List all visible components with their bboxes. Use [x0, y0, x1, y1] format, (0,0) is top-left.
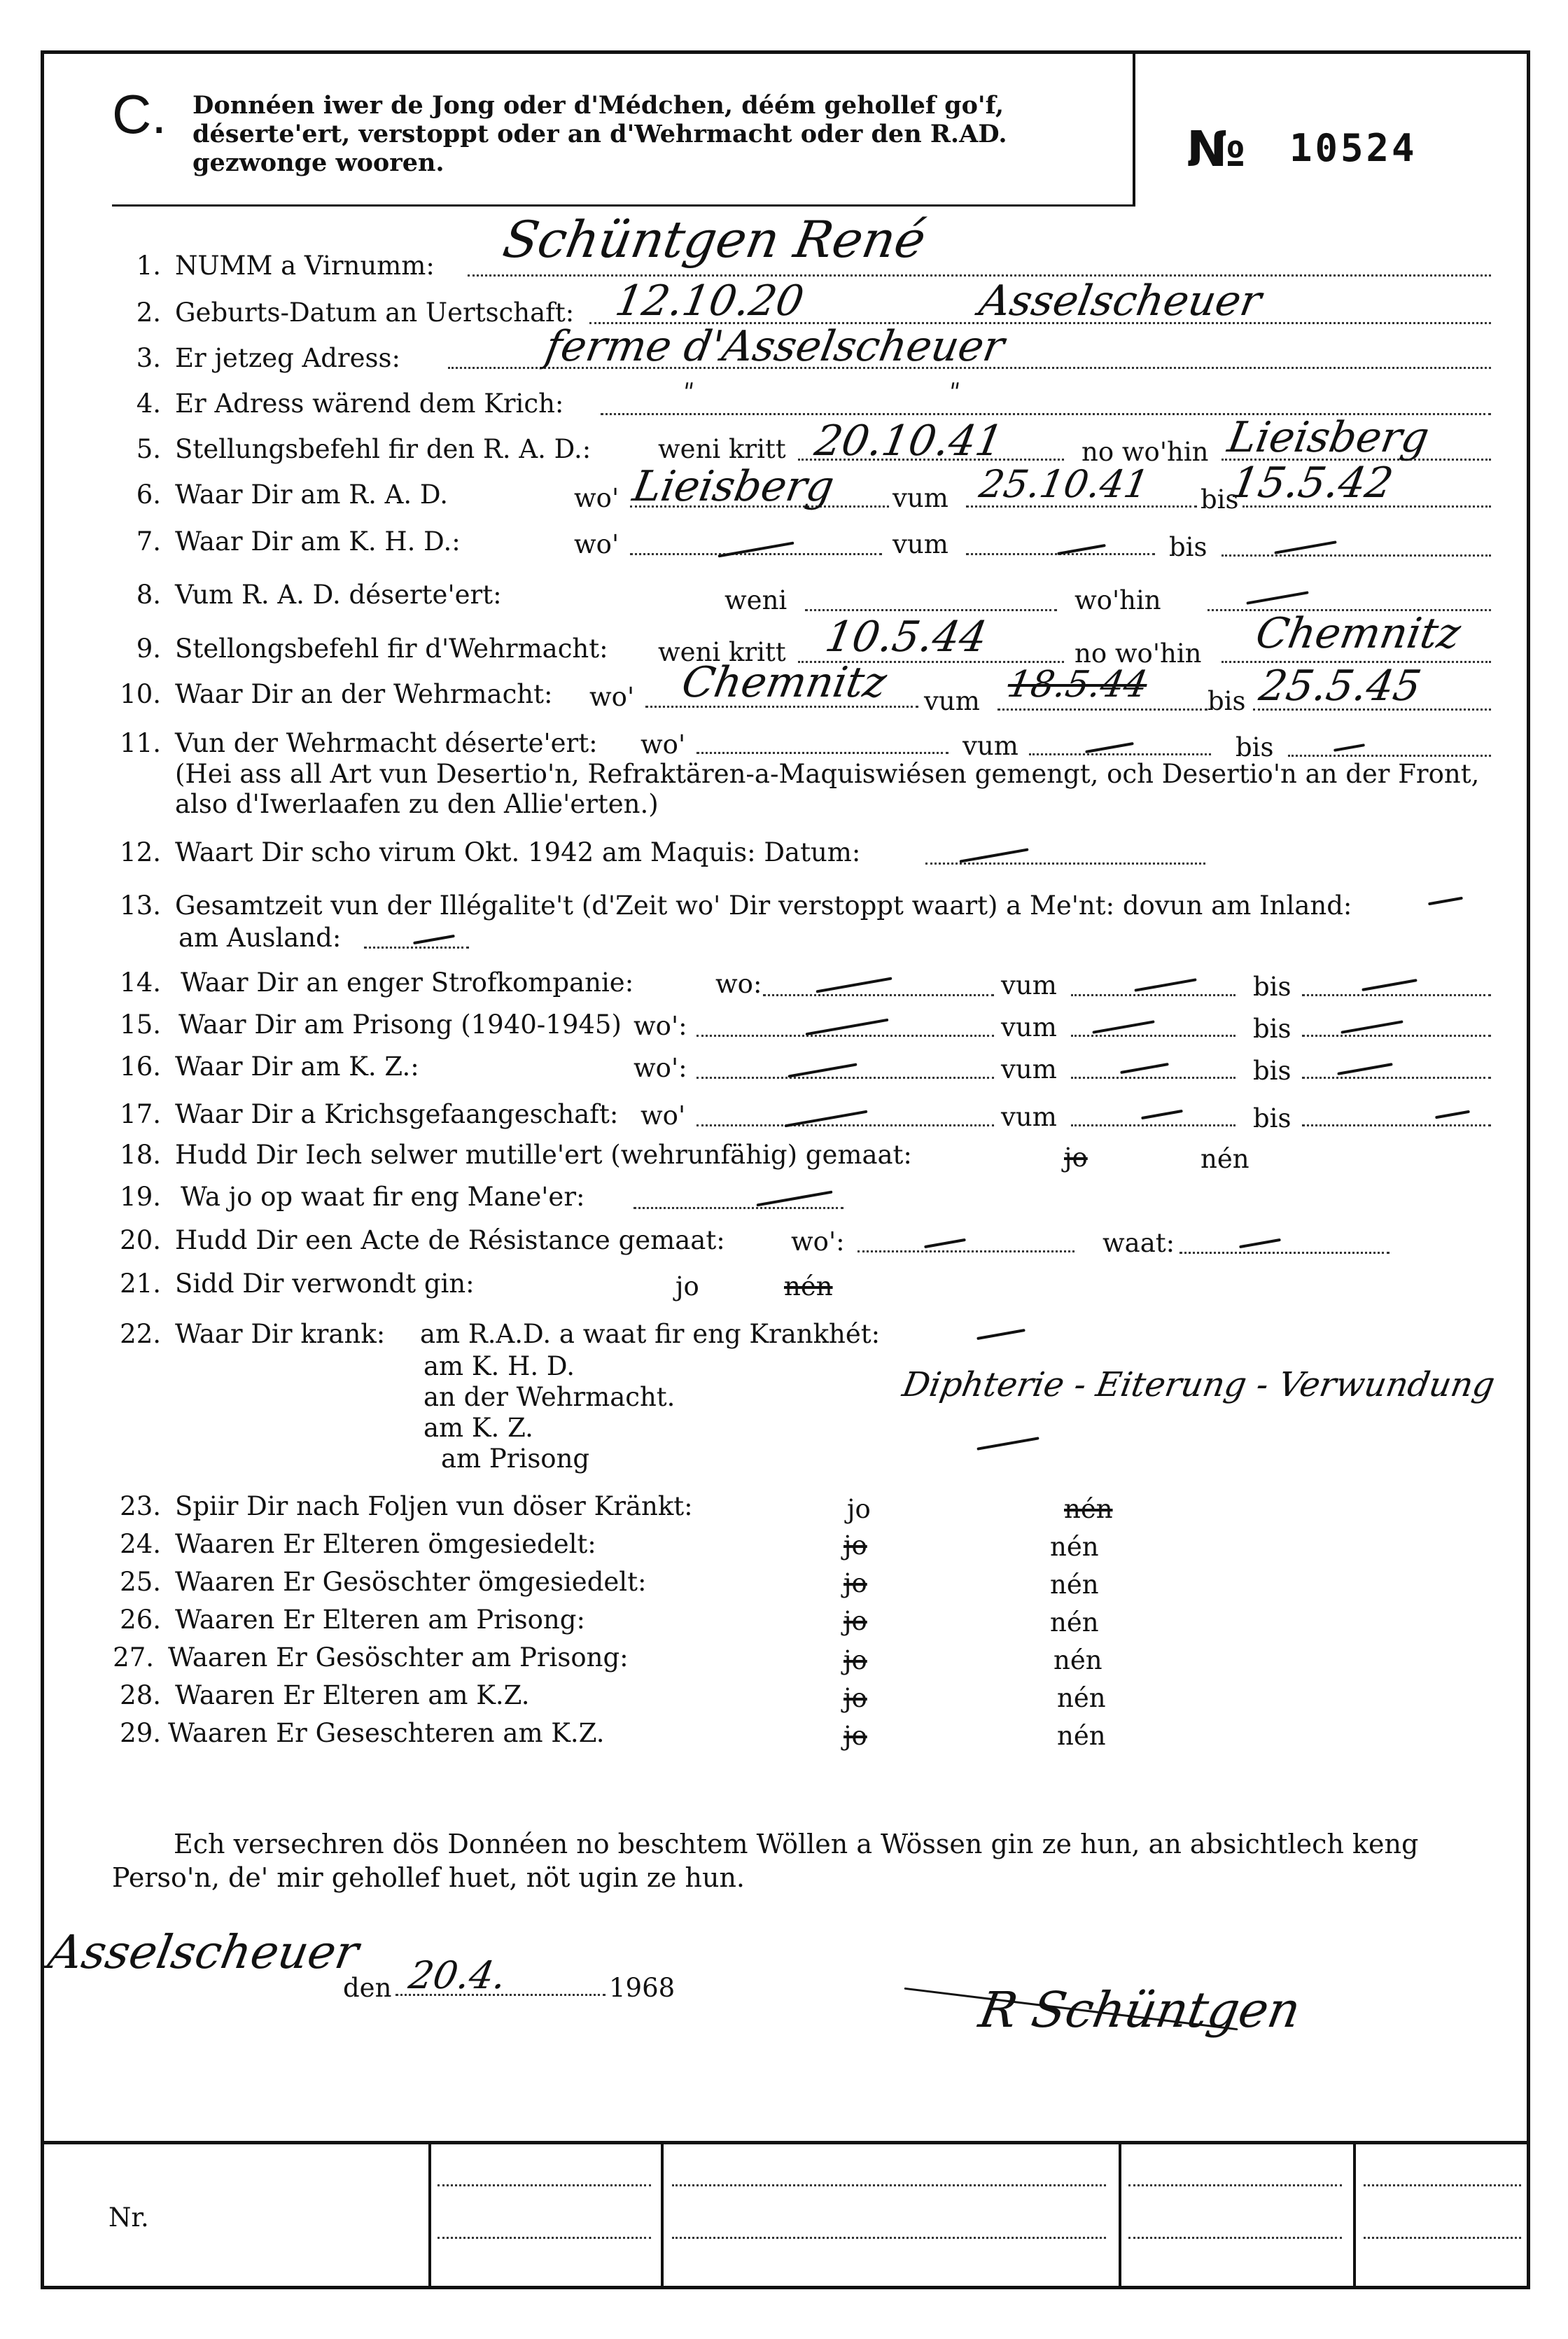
- field-label: bis: [1208, 686, 1246, 716]
- footer-rule: [41, 2141, 1530, 2144]
- item-label: Stellongsbefehl fir d'Wehrmacht:: [175, 634, 608, 664]
- answer-line[interactable]: [696, 752, 948, 754]
- option-yes-crossed[interactable]: jo: [1064, 1143, 1088, 1173]
- item-number: 3.: [136, 343, 161, 373]
- answer-line[interactable]: [997, 708, 1208, 711]
- item-label: Geburts-Datum an Uertschaft:: [175, 298, 575, 328]
- signoff-date: 20.4.: [405, 1953, 510, 1997]
- item-label: Spiir Dir nach Foljen vun döser Kränkt:: [175, 1491, 693, 1521]
- footer-col-divider: [1353, 2142, 1356, 2289]
- field-label: vum: [892, 529, 948, 559]
- field-label: weni kritt: [658, 434, 786, 464]
- field-label: wo:: [715, 969, 762, 999]
- item-number: 11.: [120, 728, 161, 758]
- handwritten-answer: ferme d'Asselscheuer: [541, 322, 1008, 371]
- field-label: weni kritt: [658, 637, 786, 667]
- item-number: 14.: [120, 968, 161, 998]
- field-label: bis: [1236, 732, 1274, 762]
- item-number: 12.: [120, 837, 161, 867]
- ditto-mark: ": [946, 378, 962, 406]
- item-number: 21.: [120, 1269, 161, 1299]
- item-label: am Ausland:: [178, 923, 342, 953]
- field-label: bis: [1253, 1014, 1292, 1044]
- field-label: weni: [724, 585, 788, 615]
- sub-item: am K. Z.: [424, 1413, 533, 1443]
- item-label: Waar Dir krank:: [175, 1319, 386, 1349]
- option-no-crossed[interactable]: nén: [784, 1271, 833, 1301]
- item-number: 20.: [120, 1225, 161, 1255]
- item-label: Waar Dir an der Wehrmacht:: [175, 679, 553, 709]
- answer-line[interactable]: [696, 1077, 994, 1079]
- footer-line[interactable]: [1128, 2184, 1342, 2186]
- footer-col-divider: [428, 2142, 431, 2289]
- handwritten-answer: Lieisberg: [629, 462, 838, 511]
- item-label: Waar Dir an enger Strofkompanie:: [181, 968, 634, 998]
- answer-line[interactable]: [805, 609, 1057, 611]
- item-note: (Hei ass all Art vun Desertio'n, Refraktären-a-Maquiswiésen gemengt, och Desertio'n an der Front, also d'Iwerlaafen zu den Allie'erten.): [175, 759, 1480, 819]
- option-yes-crossed[interactable]: jo: [844, 1568, 867, 1598]
- field-label: bis: [1169, 532, 1208, 562]
- answer-line[interactable]: [1302, 1124, 1491, 1126]
- item-label: Waaren Er Geseschteren am K.Z.: [168, 1718, 605, 1748]
- field-label: bis: [1253, 972, 1292, 1002]
- item-label: Waar Dir am Prisong (1940-1945): [178, 1010, 622, 1040]
- answer-line[interactable]: [696, 1035, 994, 1037]
- answer-line[interactable]: [858, 1250, 1074, 1252]
- field-label: wo': [640, 1101, 686, 1131]
- signoff-year: 1968: [609, 1973, 676, 2003]
- item-label: Waar Dir am R. A. D.: [175, 480, 448, 510]
- footer-line[interactable]: [672, 2237, 1106, 2239]
- item-label: Er Adress wärend dem Krich:: [175, 389, 564, 419]
- handwritten-answer: Lieisberg: [1224, 413, 1433, 462]
- declaration-text: Ech versechren dös Donnéen no beschtem Wöllen a Wössen gin ze hun, an absichtlech keng Perso'n, de' mir gehollef huet, nöt ugin ze hun.: [112, 1829, 1419, 1893]
- option-yes[interactable]: jo: [676, 1271, 699, 1301]
- field-label: bis: [1253, 1103, 1292, 1133]
- option-yes-crossed[interactable]: jo: [844, 1530, 867, 1561]
- handwritten-answer: Chemnitz: [678, 658, 890, 707]
- answer-line[interactable]: [1302, 1077, 1491, 1079]
- sub-item: am Prisong: [441, 1444, 590, 1474]
- item-number: 24.: [120, 1529, 161, 1559]
- field-label: wo'hin: [1074, 585, 1161, 615]
- section-intro: Donnéen iwer de Jong oder d'Médchen, déém gehollef go'f, déserte'ert, verstoppt oder an d'Wehrmacht oder den R.AD. gezwonge wooren.: [192, 91, 1007, 177]
- field-label: wo':: [791, 1227, 845, 1257]
- field-label: wo': [640, 729, 686, 760]
- header-divider: [1133, 50, 1135, 206]
- item-number: 2.: [136, 298, 161, 328]
- item-label: Wa jo op waat fir eng Mane'er:: [181, 1182, 585, 1212]
- item-label: Waaren Er Gesöschter am Prisong:: [168, 1642, 629, 1673]
- answer-line[interactable]: [634, 1207, 844, 1209]
- item-label: Waaren Er Gesöschter ömgesiedelt:: [175, 1567, 647, 1597]
- item-label: Gesamtzeit vun der Illégalite't (d'Zeit wo' Dir verstoppt waart) a Me'nt: dovun am Inland:: [175, 891, 1352, 921]
- item-number: 15.: [120, 1010, 161, 1040]
- option-no[interactable]: nén: [1050, 1532, 1099, 1562]
- den-label: den: [343, 1973, 392, 2003]
- field-label: no wo'hin: [1082, 437, 1209, 467]
- footer-line[interactable]: [1364, 2184, 1521, 2186]
- item-number: 16.: [120, 1052, 161, 1082]
- item-number: 7.: [136, 526, 161, 557]
- option-no[interactable]: nén: [1057, 1683, 1106, 1713]
- item-label: Waar Dir am K. Z.:: [175, 1052, 419, 1082]
- answer-line[interactable]: [1029, 753, 1211, 755]
- field-label: waat:: [1102, 1228, 1175, 1258]
- sub-item: am R.A.D. a waat fir eng Krankhét:: [420, 1319, 881, 1349]
- answer-line[interactable]: [763, 994, 994, 996]
- handwritten-answer: 15.5.42: [1227, 459, 1397, 508]
- item-number: 25.: [120, 1567, 161, 1597]
- answer-line[interactable]: [1302, 994, 1491, 996]
- footer-col-divider: [1119, 2142, 1121, 2289]
- item-label: Waar Dir am K. H. D.:: [175, 526, 461, 557]
- field-label: bis: [1200, 484, 1239, 515]
- item-label: NUMM a Virnumm:: [175, 251, 435, 281]
- option-yes-crossed[interactable]: jo: [844, 1606, 867, 1636]
- footer-line[interactable]: [1364, 2237, 1521, 2239]
- footer-line[interactable]: [438, 2237, 651, 2239]
- item-label: Er jetzeg Adress:: [175, 343, 400, 373]
- handwritten-answer: Schüntgen René: [498, 210, 930, 269]
- answer-line[interactable]: [1222, 554, 1491, 557]
- footer-col-divider: [661, 2142, 664, 2289]
- form-number: 10524: [1289, 126, 1418, 170]
- item-label: Waaren Er Elteren ömgesiedelt:: [175, 1529, 596, 1559]
- field-label: vum: [1001, 970, 1057, 1000]
- item-label: Stellungsbefehl fir den R. A. D.:: [175, 434, 592, 464]
- handwritten-answer: 25.5.45: [1255, 662, 1425, 711]
- field-label: vum: [924, 686, 980, 716]
- handwritten-answer: 25.10.41: [976, 462, 1153, 506]
- field-label: vum: [962, 731, 1018, 761]
- item-label: Vun der Wehrmacht déserte'ert:: [175, 728, 598, 758]
- answer-line[interactable]: [1071, 1124, 1236, 1126]
- item-number: 8.: [136, 580, 161, 610]
- footer-line[interactable]: [672, 2184, 1106, 2186]
- answer-line[interactable]: [1302, 1035, 1491, 1037]
- answer-line[interactable]: [696, 1124, 994, 1126]
- answer-line[interactable]: [1071, 994, 1236, 996]
- handwritten-answer: 10.5.44: [821, 613, 991, 662]
- field-label: vum: [892, 483, 948, 513]
- answer-line[interactable]: [1288, 755, 1491, 757]
- handwritten-answer: 18.5.44: [1004, 664, 1151, 706]
- option-no-crossed[interactable]: nén: [1064, 1494, 1113, 1524]
- signature: R Schüntgen: [974, 1981, 1306, 2039]
- item-label: Waaren Er Elteren am Prisong:: [175, 1605, 585, 1635]
- answer-line[interactable]: [630, 553, 882, 555]
- option-yes[interactable]: jo: [847, 1494, 871, 1524]
- answer-line[interactable]: [1180, 1252, 1390, 1254]
- field-label: wo': [574, 529, 620, 559]
- handwritten-answer: Chemnitz: [1252, 609, 1464, 658]
- option-no[interactable]: nén: [1200, 1144, 1250, 1174]
- item-number: 9.: [136, 634, 161, 664]
- item-number: 5.: [136, 434, 161, 464]
- sub-item: an der Wehrmacht.: [424, 1382, 676, 1412]
- footer-nr-label: Nr.: [108, 2202, 149, 2233]
- field-label: no wo'hin: [1074, 638, 1202, 669]
- signoff-place: Asselscheuer: [44, 1925, 363, 1979]
- item-number: 13.: [120, 891, 161, 921]
- field-label: bis: [1253, 1056, 1292, 1086]
- handwritten-answer: Diphterie - Eiterung - Verwundung: [899, 1365, 1498, 1404]
- handwritten-answer: 12.10.20: [611, 277, 808, 326]
- option-no[interactable]: nén: [1057, 1721, 1106, 1751]
- item-label: Hudd Dir Iech selwer mutille'ert (wehrunfähig) gemaat:: [175, 1140, 912, 1170]
- answer-line[interactable]: [364, 947, 469, 949]
- footer-line[interactable]: [438, 2184, 651, 2186]
- section-letter: C.: [112, 83, 167, 145]
- item-label: Waar Dir a Krichsgefaangeschaft:: [175, 1099, 619, 1129]
- item-label: Sidd Dir verwondt gin:: [175, 1269, 475, 1299]
- handwritten-answer: Asselscheuer: [975, 277, 1266, 326]
- answer-line[interactable]: [925, 863, 1205, 865]
- item-number: 1.: [136, 251, 161, 281]
- answer-line[interactable]: [1071, 1035, 1236, 1037]
- sub-item: am K. H. D.: [424, 1351, 575, 1381]
- field-label: wo': [574, 483, 620, 513]
- footer-line[interactable]: [1128, 2237, 1342, 2239]
- item-number: 10.: [120, 679, 161, 709]
- answer-line[interactable]: [1071, 1077, 1236, 1079]
- item-number: 4.: [136, 389, 161, 419]
- item-number: 19.: [120, 1182, 161, 1212]
- field-label: vum: [1001, 1054, 1057, 1084]
- option-yes-crossed[interactable]: jo: [844, 1721, 867, 1751]
- option-yes-crossed[interactable]: jo: [844, 1645, 867, 1675]
- handwritten-answer: 20.10.41: [811, 417, 1007, 466]
- item-number: 23.: [120, 1491, 161, 1521]
- item-number: 18.: [120, 1140, 161, 1170]
- item-number: 29.: [120, 1718, 161, 1748]
- field-label: vum: [1001, 1012, 1057, 1042]
- option-no[interactable]: nén: [1054, 1645, 1102, 1675]
- number-label: №: [1186, 120, 1246, 178]
- ditto-mark: ": [680, 378, 696, 406]
- item-number: 27.: [113, 1642, 154, 1673]
- item-number: 17.: [120, 1099, 161, 1129]
- field-label: wo':: [634, 1053, 687, 1083]
- item-number: 26.: [120, 1605, 161, 1635]
- header-rule: [112, 204, 1135, 207]
- item-label: Waart Dir scho virum Okt. 1942 am Maquis: Datum:: [175, 837, 861, 867]
- item-number: 28.: [120, 1680, 161, 1710]
- option-no[interactable]: nén: [1050, 1607, 1099, 1638]
- field-label: wo':: [634, 1011, 687, 1041]
- item-number: 22.: [120, 1319, 161, 1349]
- item-number: 6.: [136, 480, 161, 510]
- item-label: Hudd Dir een Acte de Résistance gemaat:: [175, 1225, 725, 1255]
- option-yes-crossed[interactable]: jo: [844, 1683, 867, 1713]
- field-label: vum: [1001, 1102, 1057, 1132]
- field-label: wo': [589, 682, 635, 712]
- item-label: Vum R. A. D. déserte'ert:: [175, 580, 502, 610]
- item-label: Waaren Er Elteren am K.Z.: [175, 1680, 530, 1710]
- option-no[interactable]: nén: [1050, 1570, 1099, 1600]
